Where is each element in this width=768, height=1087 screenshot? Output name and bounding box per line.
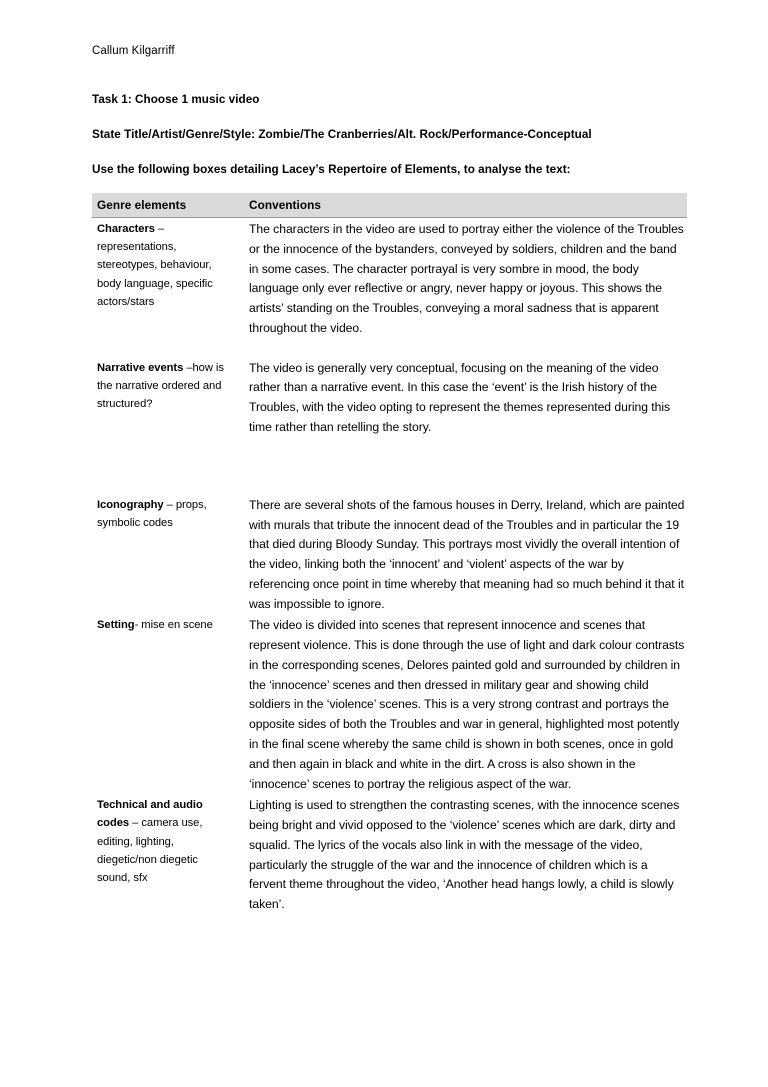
table-row [92,614,687,794]
genre-element-description: –how is the narrative ordered and structured? [97,361,224,410]
genre-element-description: – representations, stereotypes, behaviour, body language, specific actors/stars [97,223,213,308]
genre-element-cell [92,218,244,339]
convention-cell: The characters in the video are used to portray either the violence of the Troubles or the innocence of the bystanders, conveyed by soldiers, children and the band in some cases. The character portrayal is very sombre in mood, the body language only ever reflective or angry, never happy or joyous. This shows the artists’ standing on the Troubles, conveying a moral sadness that is apparent throughout the video. [249,222,684,335]
genre-element-term: Characters [97,223,155,236]
convention-cell: Lighting is used to strengthen the contrasting scenes, with the innocence scenes being bright and vivid opposed to the ‘violence’ scenes which are dark, dirty and squalid. The lyrics of the vocals also link in with the message of the video, particularly the struggle of the war and the innocence of children which is a fervent theme throughout the video, ‘Another head hangs lowly, a child is slowly taken’. [249,798,680,912]
author-name: Callum Kilgarriff [92,45,175,57]
column-header-genre-elements: Genre elements [92,193,244,218]
genre-element-cell [92,794,244,915]
genre-element-description: – props, symbolic codes [97,498,207,529]
row-spacer [92,438,687,494]
instruction-heading: Use the following boxes detailing Lacey’s Repertoire of Elements, to analyse the text: [92,162,571,176]
task-heading: Task 1: Choose 1 music video [92,92,260,106]
table-row [92,357,687,438]
spacer-cell-right [244,438,687,494]
heading-block [92,92,684,178]
table-header [92,193,687,218]
column-header-conventions: Conventions [244,193,687,218]
state-title-heading: State Title/Artist/Genre/Style: Zombie/The Cranberries/Alt. Rock/Performance-Conceptual [92,127,592,141]
table-header-row [92,193,687,218]
genre-element-cell [92,357,244,438]
table-row [92,218,687,339]
table-row [92,794,687,915]
genre-elements-table [92,193,687,915]
convention-cell: There are several shots of the famous houses in Derry, Ireland, which are painted with murals that tribute the innocent dead of the Troubles and in particular the 19 that died during Bloody Sunday. This portrays most vividly the overall intention of the video, linking both the ‘innocent’ and ‘violent’ aspects of the war by referencing once point in time whereby that meaning had so much behind it that it was impossible to ignore. [249,497,685,611]
genre-element-cell [92,614,244,794]
convention-cell: The video is generally very conceptual, focusing on the meaning of the video rather than a narrative event. In this case the ‘event’ is the Irish history of the Troubles, with the video opting to represent the themes represented during this time rather than retelling the story. [249,360,671,435]
genre-element-term: Technical and audio codes [97,799,203,830]
spacer-cell-left [92,438,244,494]
convention-cell: The video is divided into scenes that represent innocence and scenes that represent violence. This is done through the use of light and dark colour contrasts in the corresponding scenes, Delores painted gold and surrounded by children in the ‘innocence’ scenes and then dressed in military gear and showing child soldiers in the ‘violence’ scenes. This is a very strong contrast and portrays the opposite sides of both the Troubles and war in general, highlighted most potently in the final scene whereby the same child is shown in both scenes, once in gold and then again in black and white in the dirt. A cross is also shown in the ‘innocence’ scenes to portray the religious aspect of the war. [249,618,685,791]
genre-element-description: – camera use, editing, lighting, diegetic/non diegetic sound, sfx [97,817,203,884]
genre-element-cell [92,494,244,615]
table-row [92,494,687,615]
genre-element-term: Setting [97,619,135,632]
genre-element-description: - mise en scene [134,619,213,632]
table-body [92,218,687,915]
genre-element-term: Iconography [97,498,164,511]
genre-element-term: Narrative events [97,361,184,374]
spacer-cell-right [244,339,687,357]
row-spacer [92,339,687,357]
spacer-cell-left [92,339,244,357]
